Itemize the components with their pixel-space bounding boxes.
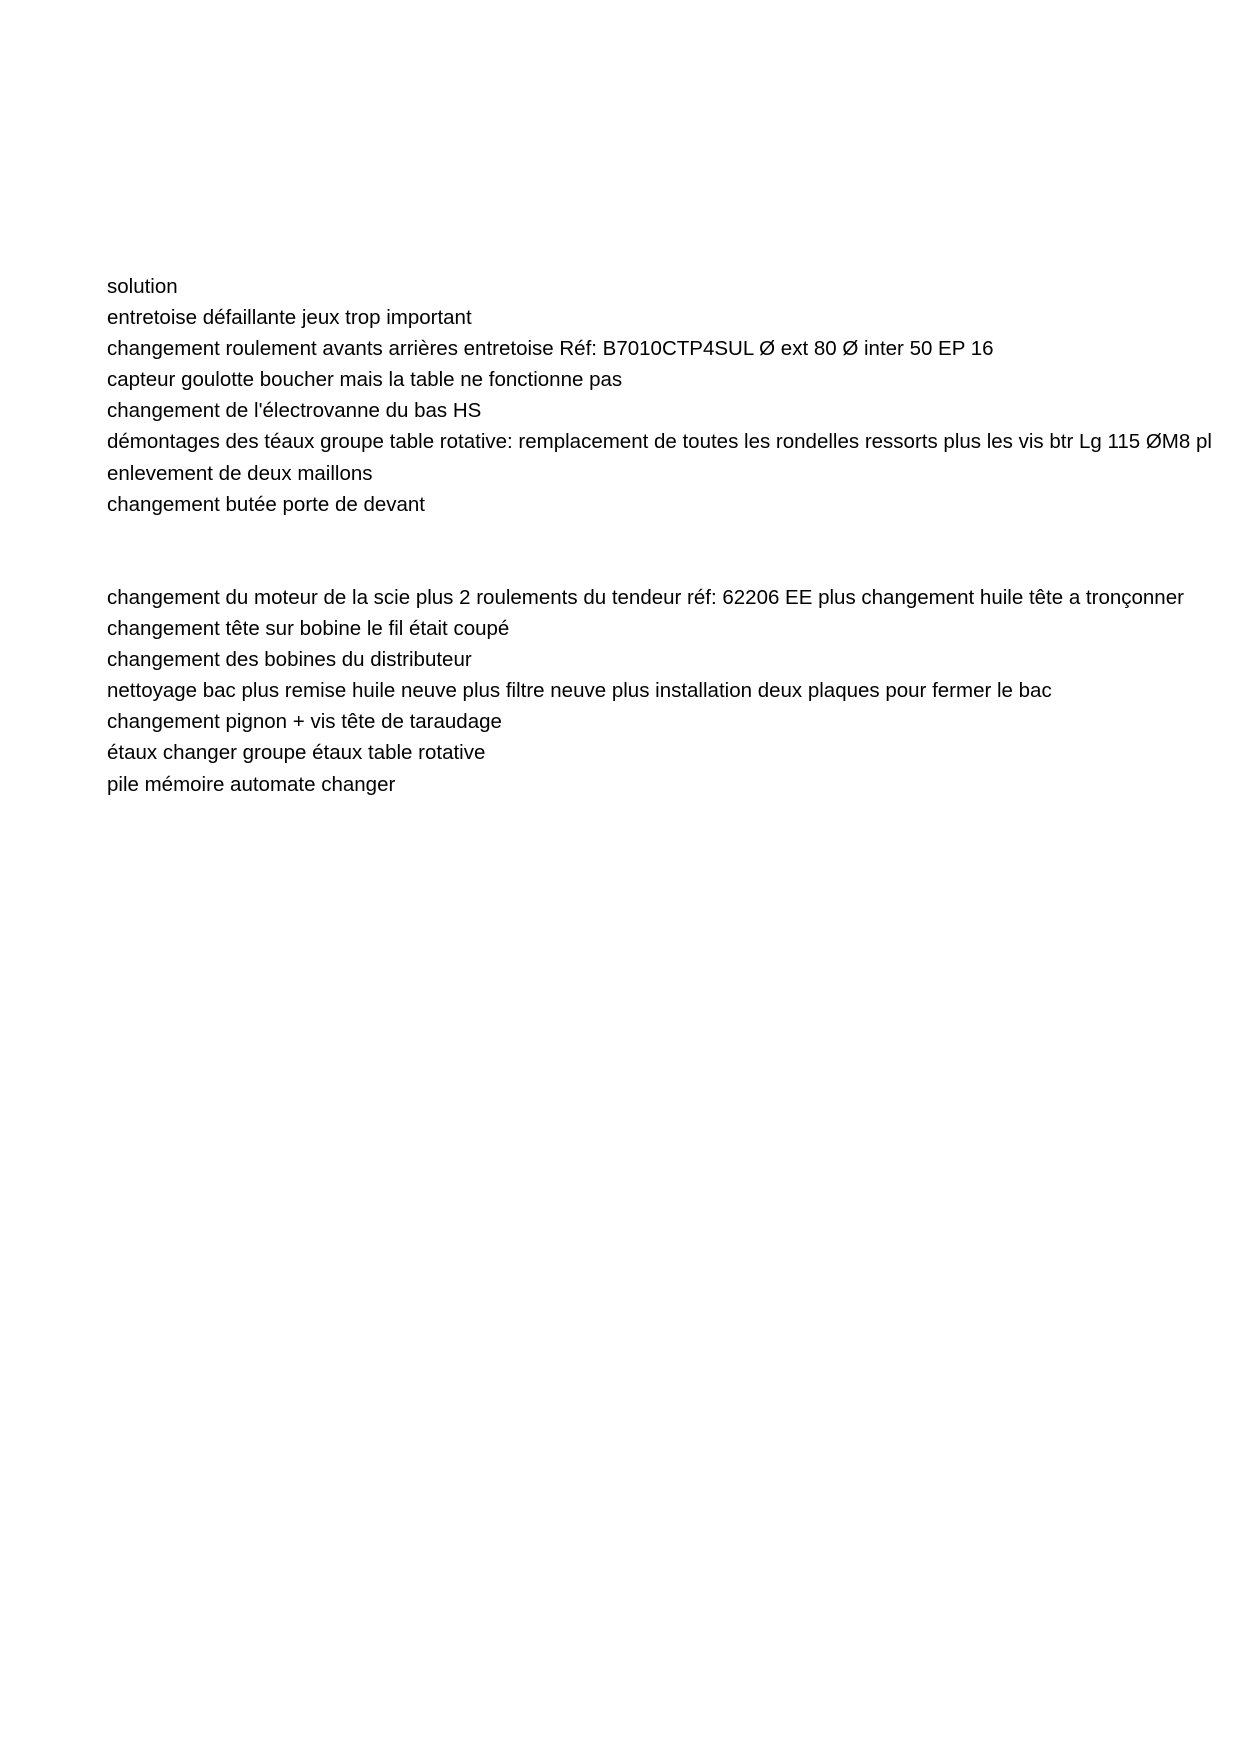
- empty-row: [107, 551, 1241, 582]
- list-item: changement roulement avants arrières entretoise Réf: B7010CTP4SUL Ø ext 80 Ø inter 50 EP 16: [107, 337, 994, 361]
- list-item: changement du moteur de la scie plus 2 roulements du tendeur réf: 62206 EE plus changement huile tête a tronçonner: [107, 585, 1184, 609]
- list-item: démontages des téaux groupe table rotative: remplacement de toutes les rondelles ressorts plus les vis btr Lg 115 ØM8 pl: [107, 430, 1212, 454]
- list-item: changement de l'électrovanne du bas HS: [107, 399, 482, 423]
- list-item: enlevement de deux maillons: [107, 461, 373, 485]
- list-item: pile mémoire automate changer: [107, 772, 396, 796]
- list-item: changement des bobines du distributeur: [107, 648, 472, 672]
- column-header: solution: [107, 275, 178, 298]
- list-item: changement tête sur bobine le fil était coupé: [107, 617, 510, 641]
- list-item: changement butée porte de devant: [107, 492, 425, 516]
- list-item: étaux changer groupe étaux table rotative: [107, 741, 486, 765]
- list-item: nettoyage bac plus remise huile neuve plus filtre neuve plus installation deux plaques pour fermer le bac: [107, 679, 1052, 703]
- solution-column: [107, 271, 1241, 800]
- list-item: changement pignon + vis tête de taraudage: [107, 710, 502, 734]
- empty-row: [107, 520, 1241, 551]
- list-item: capteur goulotte boucher mais la table ne fonctionne pas: [107, 368, 623, 392]
- list-item: entretoise défaillante jeux trop important: [107, 306, 472, 330]
